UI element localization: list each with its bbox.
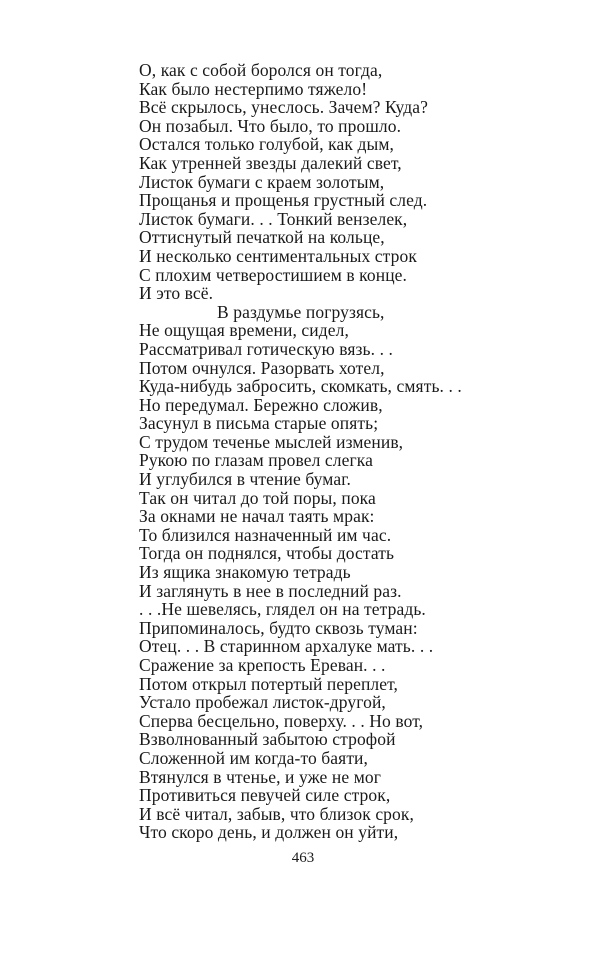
poem-line: С трудом теченье мыслей изменив, bbox=[139, 431, 404, 452]
poem-line: Он позабыл. Что было, то прошло. bbox=[139, 115, 402, 136]
poem-line: Сложенной им когда-то баяти, bbox=[139, 747, 369, 768]
poem-line: . . .Не шевелясь, глядел он на тетрадь. bbox=[139, 599, 426, 620]
poem-line: Куда-нибудь забросить, скомкать, смять. . . bbox=[139, 376, 462, 397]
poem-line: Потом очнулся. Разорвать хотел, bbox=[139, 357, 385, 378]
poem-line: Устало пробежал листок-другой, bbox=[139, 692, 386, 713]
poem-line: Сражение за крепость Ереван. . . bbox=[139, 655, 386, 675]
poem-line: И всё читал, забыв, что близок срок, bbox=[139, 803, 414, 824]
poem-line: Что скоро день, и должен он уйти, bbox=[139, 822, 399, 843]
poem-line: О, как с собой боролся он тогда, bbox=[139, 60, 383, 80]
poem-line: Прощанья и прощенья грустный след. bbox=[139, 190, 428, 211]
poem-line: Всё скрылось, унеслось. Зачем? Куда? bbox=[139, 97, 428, 118]
poem-line: Как утренней звезды далекий свет, bbox=[139, 152, 402, 173]
poem-line: Тогда он поднялся, чтобы достать bbox=[139, 543, 395, 564]
poem-line: С плохим четверостишием в конце. bbox=[139, 264, 408, 285]
poem-line-indented: В раздумье погрузясь, bbox=[217, 301, 385, 322]
poem-line: И углубился в чтение бумаг. bbox=[139, 469, 351, 490]
poem-line: Так он читал до той поры, пока bbox=[139, 487, 376, 508]
poem-line: Из ящика знакомую тетрадь bbox=[139, 562, 351, 583]
poem-line: Противиться певучей силе строк, bbox=[139, 785, 391, 806]
poem-line: Потом открыл потертый переплет, bbox=[139, 673, 399, 694]
poem-line: Втянулся в чтенье, и уже не мог bbox=[139, 766, 381, 787]
poem-text bbox=[139, 61, 539, 842]
poem-line: Остался только голубой, как дым, bbox=[139, 134, 394, 155]
poem-line: Но передумал. Бережно сложив, bbox=[139, 394, 383, 415]
poem-line: Не ощущая времени, сидел, bbox=[139, 320, 349, 341]
poem-line: И это всё. bbox=[139, 283, 214, 304]
poem-line: За окнами не начал таять мрак: bbox=[139, 506, 375, 527]
page-number: 463 bbox=[291, 850, 315, 866]
poem-line: То близился назначенный им час. bbox=[139, 524, 392, 545]
poem-line: Засунул в письма старые опять; bbox=[139, 413, 379, 434]
poem-line: И несколько сентиментальных строк bbox=[139, 245, 417, 266]
poem-line: Рассматривал готическую вязь. . . bbox=[139, 338, 393, 359]
poem-line: Сперва бесцельно, поверху. . . Но вот, bbox=[139, 710, 424, 731]
poem-line: Листок бумаги с краем золотым, bbox=[139, 171, 385, 192]
poem-line: Листок бумаги. . . Тонкий вензелек, bbox=[139, 208, 408, 229]
poem-line: Припоминалось, будто сквозь туман: bbox=[139, 617, 418, 638]
poem-line: Взволнованный забытою строфой bbox=[139, 729, 396, 750]
poem-line: Отец. . . В старинном архалуке мать. . . bbox=[139, 636, 434, 657]
poem-line: Рукою по глазам провел слегка bbox=[139, 450, 373, 471]
poem-line: Как было нестерпимо тяжело! bbox=[139, 78, 368, 99]
poem-line: И заглянуть в нее в последний раз. bbox=[139, 580, 402, 601]
poem-line: Оттиснутый печаткой на кольце, bbox=[139, 227, 385, 248]
